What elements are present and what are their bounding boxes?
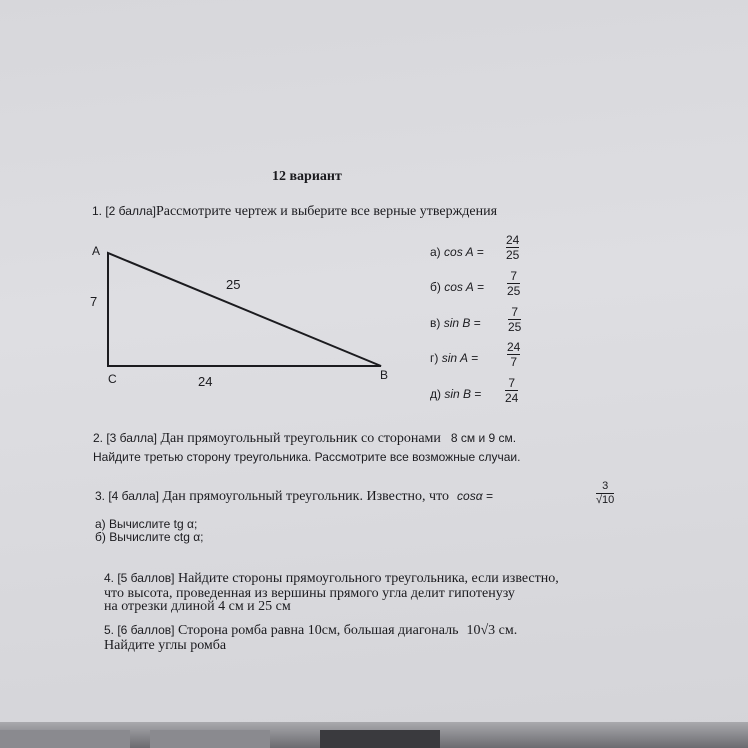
option-d-num: 24: [507, 340, 521, 354]
vertex-a-label: A: [92, 244, 101, 258]
option-d-letter: г): [430, 351, 442, 365]
question-5: [104, 624, 517, 638]
option-a-eq: =: [473, 245, 484, 259]
variant-title: 12 вариант: [272, 169, 342, 184]
option-e-letter: д): [430, 387, 445, 401]
option-c: [430, 316, 481, 330]
q3-den: √10: [596, 494, 615, 506]
q5-line2: Найдите углы ромба: [104, 638, 227, 653]
q4-line1: Найдите стороны прямоугольного треугольника, если известно,: [174, 571, 559, 586]
option-c-func: sin B: [443, 316, 471, 330]
q2-sides: 8 см и 9 см.: [450, 431, 517, 445]
q5-text: Сторона ромба равна 10см, большая диагональ: [174, 623, 459, 638]
q2-text: Дан прямоугольный треугольник со сторонами: [156, 431, 441, 446]
q4-points: 4. [5 баллов]: [104, 571, 175, 585]
option-d-fraction: [507, 341, 520, 368]
option-d: [430, 351, 478, 365]
q1-points: 1. [2 балла]: [92, 204, 156, 218]
option-b: [430, 280, 484, 294]
option-a: [430, 245, 484, 259]
option-a-den: 25: [506, 248, 520, 262]
option-e-fraction: [505, 377, 518, 404]
q5-value: 10√3 см.: [466, 623, 518, 638]
option-c-letter: в): [430, 316, 444, 330]
option-a-fraction: [506, 234, 519, 261]
option-e-eq: =: [471, 387, 482, 401]
option-e-func: sin B: [444, 387, 472, 401]
option-e-num: 7: [508, 376, 516, 390]
option-a-func: cos A: [444, 245, 474, 259]
triangle-abc: [108, 253, 381, 366]
option-c-den: 25: [508, 320, 522, 334]
q3-func: cosα =: [457, 489, 493, 503]
q4-line2: что высота, проведенная из вершины прямого угла делит гипотенузу: [104, 586, 515, 601]
option-b-num: 7: [510, 269, 518, 283]
q3-text: Дан прямоугольный треугольник. Известно, что: [158, 489, 450, 504]
question-2: [93, 432, 516, 446]
side-ac-label: 7: [90, 294, 98, 309]
option-c-eq: =: [470, 316, 481, 330]
option-d-den: 7: [510, 355, 518, 369]
q4-values: 4 см и 25 см: [214, 599, 291, 614]
option-a-num: 24: [506, 233, 520, 247]
edge-block-middle: [150, 730, 270, 748]
side-cb-label: 24: [198, 374, 213, 389]
option-c-num: 7: [511, 305, 519, 319]
q3-item-b: б) Вычислите ctg α;: [95, 530, 204, 544]
question-4: [104, 572, 559, 586]
q3-item-a: а) Вычислите tg α;: [95, 517, 198, 531]
q3-fraction: [596, 481, 614, 506]
q3-num: 3: [602, 480, 609, 492]
option-c-fraction: [508, 306, 521, 333]
q1-text: Рассмотрите чертеж и выберите все верные утверждения: [155, 204, 498, 219]
option-b-eq: =: [473, 280, 485, 294]
vertex-b-label: B: [380, 368, 389, 382]
option-d-eq: =: [467, 351, 479, 365]
vertex-c-label: C: [108, 372, 117, 386]
option-b-fraction: [507, 270, 520, 297]
q3-points: 3. [4 балла]: [95, 489, 159, 503]
option-b-den: 25: [507, 284, 521, 298]
q4-line3-text: на отрезки длиной: [104, 599, 215, 614]
edge-block-left: [0, 730, 130, 748]
question-3: [95, 490, 493, 504]
side-ab-label: 25: [226, 277, 241, 292]
option-d-func: sin A: [441, 351, 468, 365]
option-a-letter: а): [430, 245, 445, 259]
q4-line3: [104, 600, 291, 614]
q5-points: 5. [6 баллов]: [104, 623, 175, 637]
option-b-letter: б): [430, 280, 445, 294]
option-e: [430, 387, 481, 401]
option-b-func: cos A: [444, 280, 474, 294]
q2-line2: Найдите третью сторону треугольника. Рассмотрите все возможные случаи.: [93, 450, 521, 464]
option-e-den: 24: [505, 391, 519, 405]
edge-block-dark: [320, 730, 440, 748]
q2-points: 2. [3 балла]: [93, 431, 157, 445]
